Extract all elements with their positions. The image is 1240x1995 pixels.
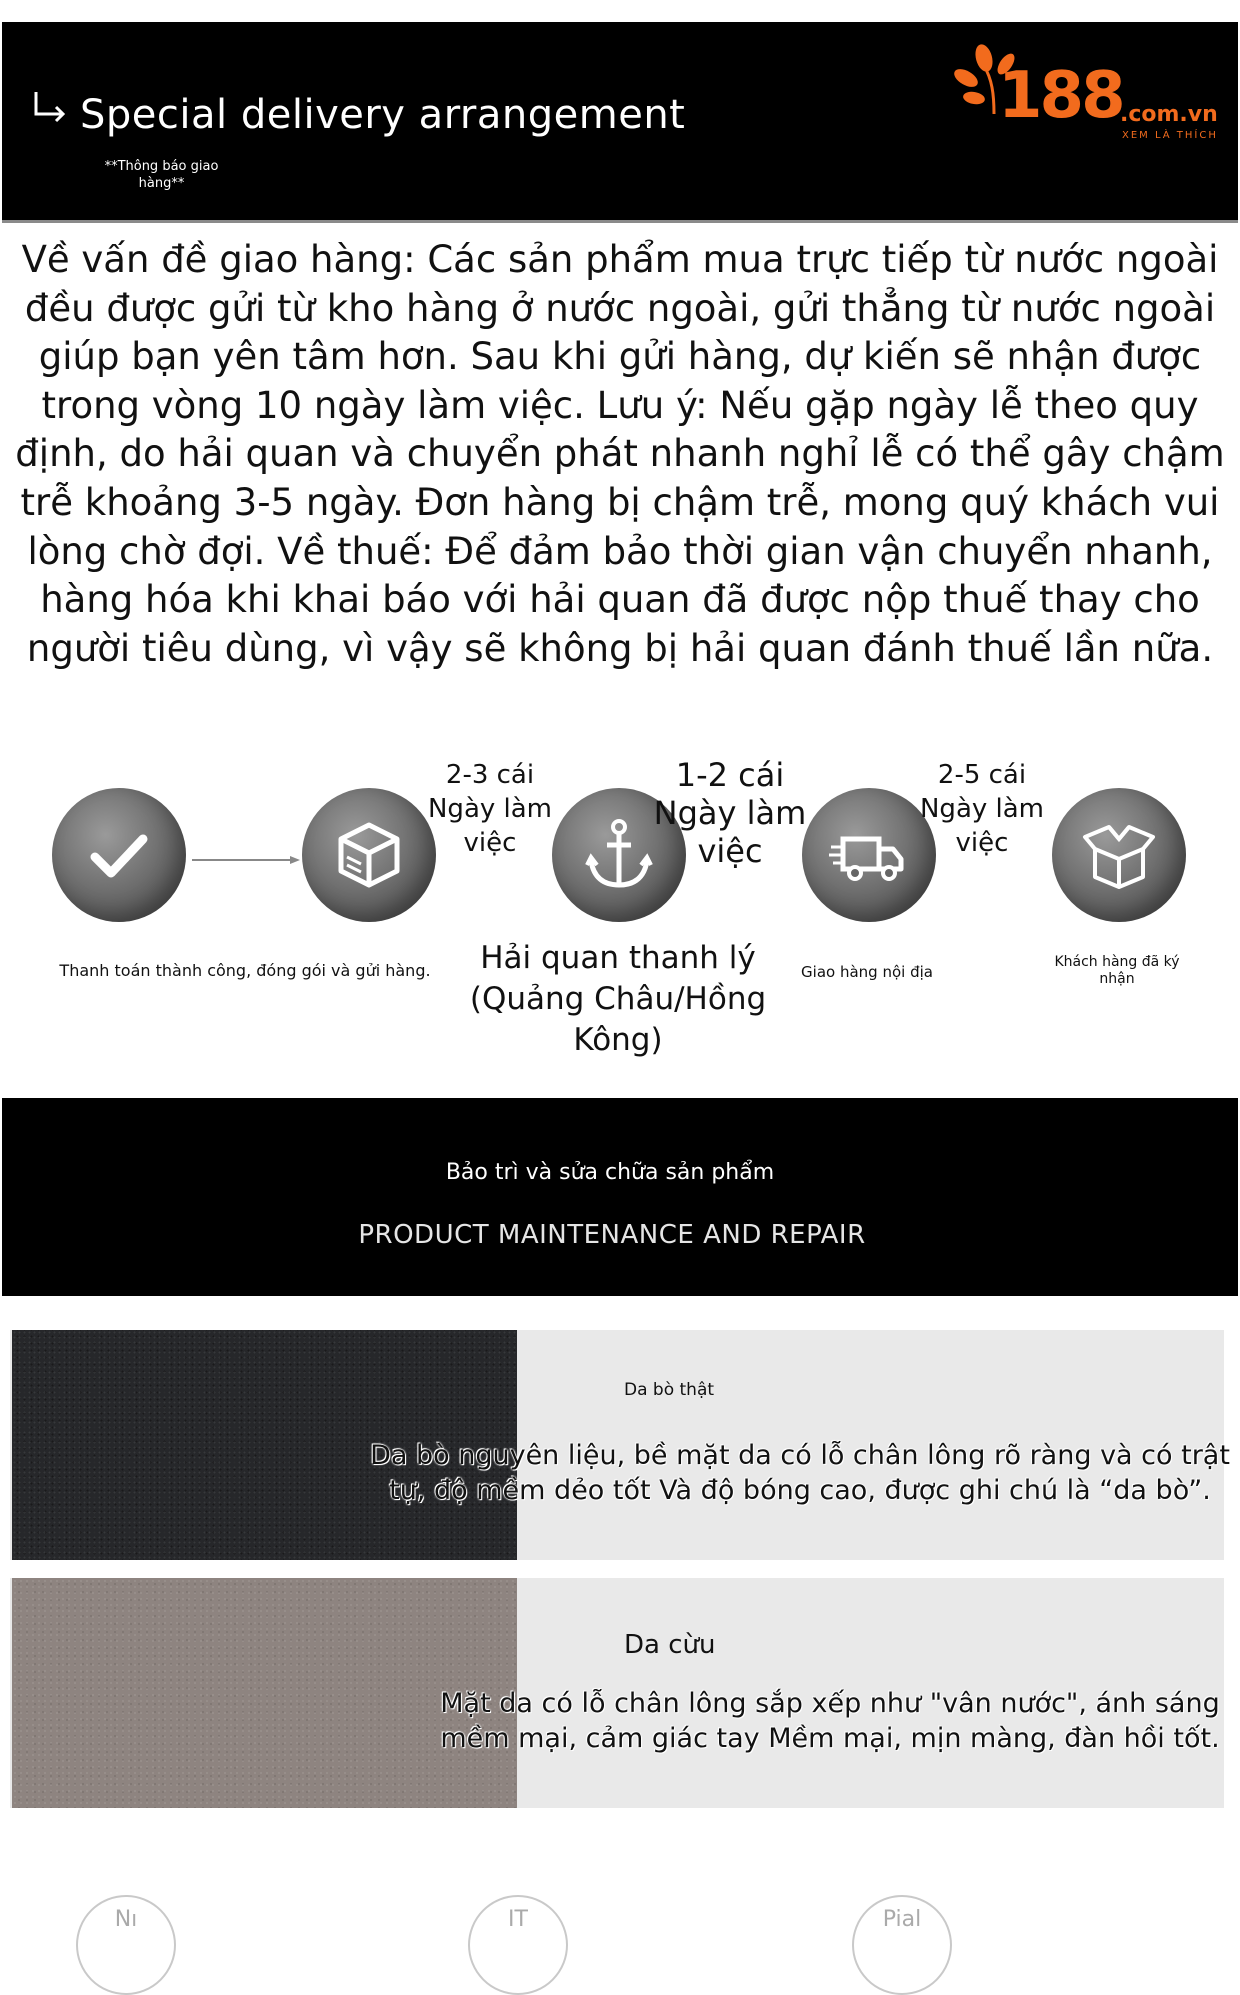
leather-description: Da bò nguyên liệu, bề mặt da có lỗ chân lông rõ ràng và có trật tự, độ mềm dẻo tốt Và độ bóng cao, được ghi chú là “da bò”. — [370, 1440, 1230, 1506]
maintenance-subtitle: PRODUCT MAINTENANCE AND REPAIR — [358, 1220, 866, 1250]
care-icon — [76, 1895, 176, 1995]
open-box-icon — [1079, 815, 1159, 895]
duration-unit: Ngày làm việc — [919, 794, 1045, 858]
duration-unit: Ngày làm việc — [653, 794, 807, 870]
care-icon-glyph: Pial — [882, 1907, 922, 1932]
leather-card-lambskin — [10, 1578, 1224, 1808]
duration-unit: Ngày làm việc — [427, 794, 553, 858]
duration-packing-to-customs — [410, 758, 570, 860]
step-received-circle — [1052, 788, 1186, 922]
brand-number: 188 — [998, 59, 1123, 133]
duration-domestic — [902, 758, 1062, 860]
care-icon — [468, 1895, 568, 1995]
leather-description: Mặt da có lỗ chân lông sắp xếp như "vân nước", ánh sáng mềm mại, cảm giác tay Mềm mại, mịn màng, đàn hồi tốt. — [440, 1688, 1220, 1754]
care-icon — [852, 1895, 952, 1995]
maintenance-banner — [2, 1098, 1238, 1296]
step-paid-circle — [52, 788, 186, 922]
step-label-domestic: Giao hàng nội địa — [801, 963, 933, 981]
brand-tagline: XEM LÀ THÍCH — [1122, 130, 1218, 141]
arrow-icon — [192, 855, 302, 865]
leather-name: Da bò thật — [624, 1380, 715, 1400]
care-icon-glyph: IT — [508, 1907, 528, 1932]
leather-name: Da cừu — [624, 1630, 716, 1660]
brand-logo[interactable] — [954, 44, 1232, 154]
delivery-banner — [2, 22, 1238, 223]
care-icon-glyph: Nı — [114, 1907, 138, 1932]
anchor-icon — [579, 815, 659, 895]
step-label-customs: Hải quan thanh lý (Quảng Châu/Hồng Kông) — [469, 940, 767, 1058]
duration-amount: 2-5 cái — [937, 760, 1027, 790]
duration-amount: 2-3 cái — [445, 760, 535, 790]
delivery-intro-text: Về vấn đề giao hàng: Các sản phẩm mua trực tiếp từ nước ngoài đều được gửi từ kho hàng ở nước ngoài, gửi thẳng từ nước ngoài giúp bạn yên tâm hơn. Sau khi gửi hàng, dự kiến sẽ nhận được trong vòng 10 ngày làm việc. Lưu ý: Nếu gặp ngày lễ theo quy định, do hải quan và chuyển phát nhanh nghỉ lễ có thể gây chậm trễ khoảng 3-5 ngày. Đơn hàng bị chậm trễ, mong quý khách vui lòng chờ đợi. Về thuế: Để đảm bảo thời gian vận chuyển nhanh, hàng hóa khi khai báo với hải quan đã được nộp thuế thay cho người tiêu dùng, vì vậy sẽ không bị hải quan đánh thuế lần nữa. — [15, 238, 1225, 670]
step-label-received: Khách hàng đã ký nhận — [1054, 954, 1180, 987]
maintenance-title: Bảo trì và sửa chữa sản phẩm — [445, 1160, 775, 1185]
checkmark-icon — [79, 815, 159, 895]
brand-domain: .com.vn — [1120, 102, 1218, 127]
duration-amount: 1-2 cái — [675, 756, 785, 794]
leather-card-cowhide — [10, 1330, 1230, 1560]
box-icon — [329, 815, 409, 895]
corner-arrow-icon — [30, 88, 70, 128]
step-label-paid: Thanh toán thành công, đóng gói và gửi hàng. — [59, 961, 431, 980]
banner-subtitle: **Thông báo giao hàng** — [104, 159, 219, 191]
duration-customs — [650, 756, 810, 870]
delivery-truck-icon — [829, 815, 909, 895]
banner-title: Special delivery arrangement — [80, 92, 686, 138]
